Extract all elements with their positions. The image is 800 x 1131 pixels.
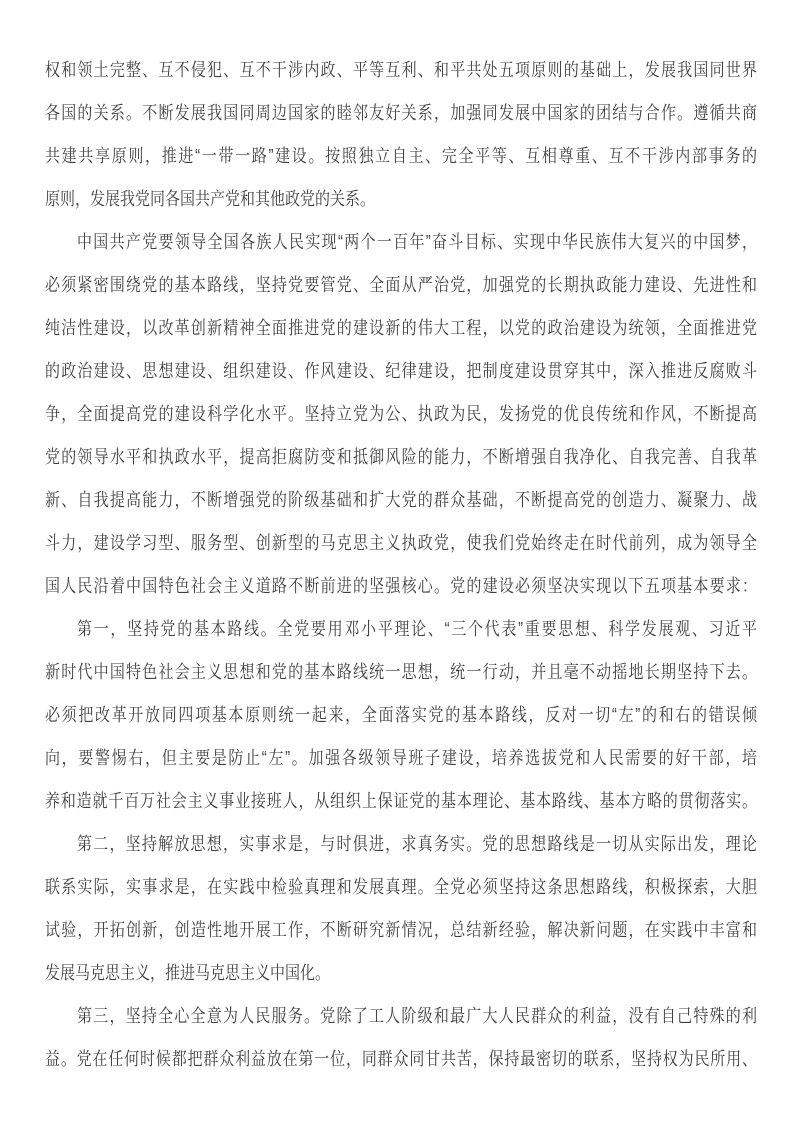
- paragraph: [45, 995, 757, 1081]
- text-line: 斗力，建设学习型、服务型、创新型的马克思主义执政党，使我们党始终走在时代前列，成为领导全: [45, 533, 757, 554]
- text-line: 权和领土完整、互不侵犯、互不干涉内政、平等互利、和平共处五项原则的基础上，发展我国同世界: [45, 60, 757, 81]
- text-line: 发展马克思主义，推进马克思主义中国化。: [45, 963, 331, 984]
- text-line: 国人民沿着中国特色社会主义道路不断前进的坚强核心。党的建设必须坚决实现以下五项基本要求：: [45, 576, 757, 597]
- text-line: 联系实际，实事求是，在实践中检验真理和发展真理。全党必须坚持这条思想路线，积极探索，大胆: [45, 877, 757, 898]
- text-line: 必须紧密围绕党的基本路线，坚持党要管党、全面从严治党，加强党的长期执政能力建设、先进性和: [45, 275, 757, 296]
- paragraph: [45, 823, 757, 995]
- text-line: 争，全面提高党的建设科学化水平。坚持立党为公、执政为民，发扬党的优良传统和作风，不断提高: [45, 404, 757, 425]
- text-line: 共建共享原则，推进“一带一路”建设。按照独立自主、完全平等、互相尊重、互不干涉内部事务的: [45, 146, 757, 167]
- text-line: 养和造就千百万社会主义事业接班人，从组织上保证党的基本理论、基本路线、基本方略的贯彻落实。: [45, 791, 757, 812]
- text-line: 纯洁性建设，以改革创新精神全面推进党的建设新的伟大工程，以党的政治建设为统领，全面推进党: [45, 318, 757, 339]
- text-line: 第一，坚持党的基本路线。全党要用邓小平理论、“三个代表”重要思想、科学发展观、习近平: [77, 619, 757, 640]
- text-line: 原则，发展我党同各国共产党和其他政党的关系。: [45, 189, 376, 210]
- text-line: 试验，开拓创新，创造性地开展工作，不断研究新情况，总结新经验，解决新问题，在实践中丰富和: [45, 920, 757, 941]
- text-line: 的政治建设、思想建设、组织建设、作风建设、纪律建设，把制度建设贯穿其中，深入推进反腐败斗: [45, 361, 757, 382]
- text-line: 各国的关系。不断发展我国同周边国家的睦邻友好关系，加强同发展中国家的团结与合作。遵循共商: [45, 103, 757, 124]
- paragraph: [45, 608, 757, 823]
- paragraph: [45, 221, 757, 608]
- text-line: 第三，坚持全心全意为人民服务。党除了工人阶级和最广大人民群众的利益，没有自己特殊的利: [77, 1006, 757, 1027]
- text-line: 新时代中国特色社会主义思想和党的基本路线统一思想，统一行动，并且毫不动摇地长期坚持下去。: [45, 662, 757, 683]
- paragraph: [45, 49, 757, 221]
- text-line: 第二，坚持解放思想，实事求是，与时俱进，求真务实。党的思想路线是一切从实际出发，理论: [77, 834, 757, 855]
- text-line: 必须把改革开放同四项基本原则统一起来，全面落实党的基本路线，反对一切“左”的和右的错误倾: [45, 705, 757, 726]
- text-line: 中国共产党要领导全国各族人民实现“两个一百年”奋斗目标、实现中华民族伟大复兴的中国梦，: [77, 232, 757, 253]
- text-line: 党的领导水平和执政水平，提高拒腐防变和抵御风险的能力，不断增强自我净化、自我完善、自我革: [45, 447, 757, 468]
- text-line: 益。党在任何时候都把群众利益放在第一位，同群众同甘共苦，保持最密切的联系，坚持权为民所用、: [45, 1049, 757, 1070]
- document-body: [45, 49, 757, 1081]
- text-line: 向，要警惕右，但主要是防止“左”。加强各级领导班子建设，培养选拔党和人民需要的好干部，培: [45, 748, 757, 769]
- text-line: 新、自我提高能力，不断增强党的阶级基础和扩大党的群众基础，不断提高党的创造力、凝聚力、战: [45, 490, 757, 511]
